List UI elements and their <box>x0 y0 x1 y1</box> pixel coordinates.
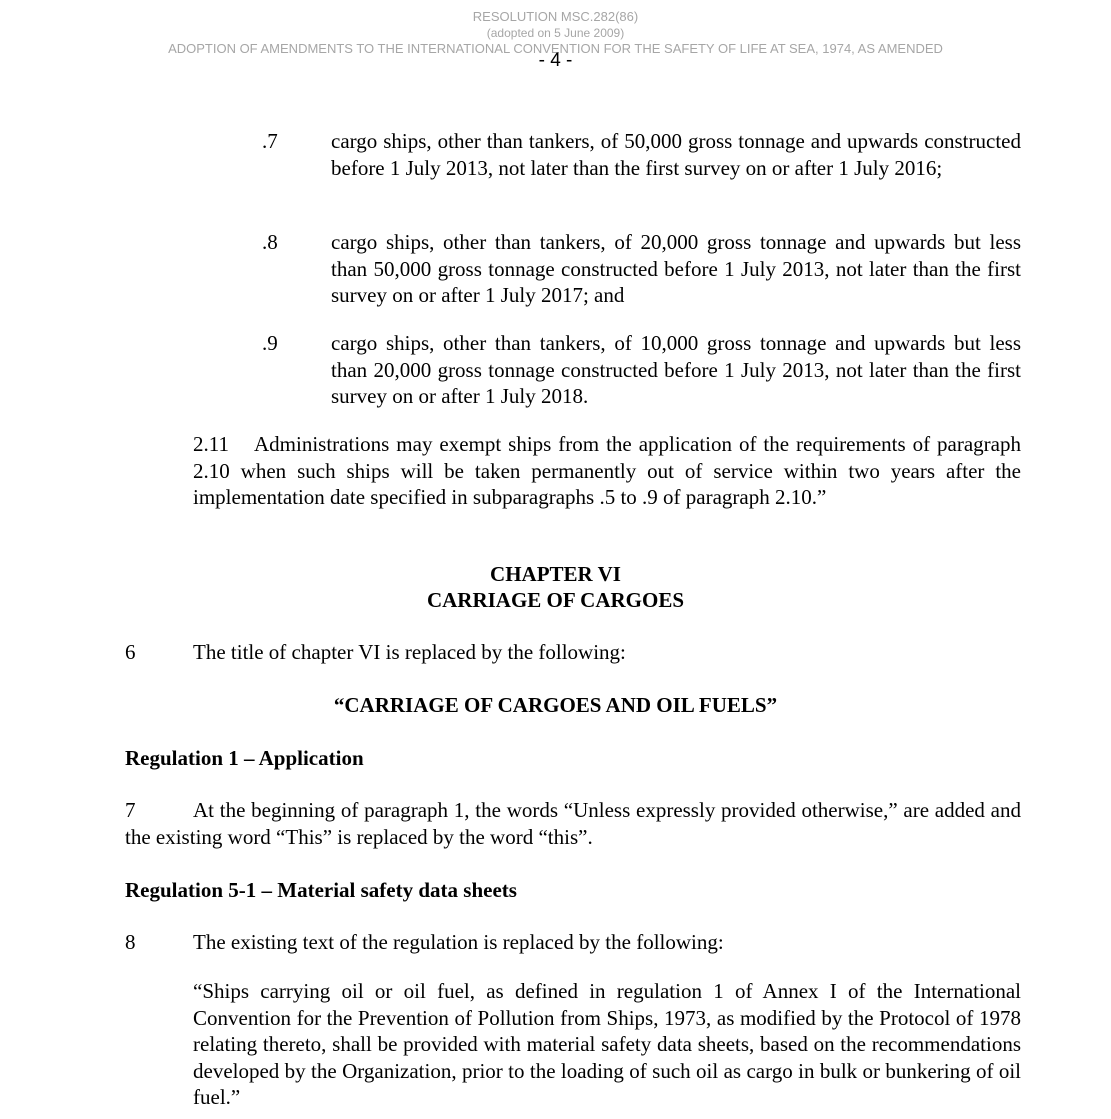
item-number: .9 <box>262 331 278 355</box>
paragraph-number: 6 <box>125 640 136 664</box>
paragraph-text: Administrations may exempt ships from the application of the requirements of paragraph 2.10 when such ships will be taken permanently out of service within two years after the implementation date specified in subparagraphs .5 to .9 of paragraph 2.10.” <box>193 432 1021 509</box>
item-text: cargo ships, other than tankers, of 50,000 gross tonnage and upwards constructed before 1 July 2013, not later than the first survey on or after 1 July 2016; <box>331 129 1021 180</box>
regulation-heading: Regulation 1 – Application <box>125 746 364 770</box>
paragraph-number: 7 <box>125 798 136 822</box>
item-text: cargo ships, other than tankers, of 20,000 gross tonnage and upwards but less than 50,000 gross tonnage constructed before 1 July 2013, not later than the first survey on or after 1 July 2017; and <box>331 230 1021 307</box>
resolution-title: ADOPTION OF AMENDMENTS TO THE INTERNATIONAL CONVENTION FOR THE SAFETY OF LIFE AT SEA, 1974, AS AMENDED <box>168 41 943 56</box>
item-number: .7 <box>262 129 278 153</box>
quoted-regulation-text: “Ships carrying oil or oil fuel, as defined in regulation 1 of Annex I of the International Convention for the Prevention of Pollution from Ships, 1973, as modified by the Protocol of 1978 relating thereto, shall be provided with material safety data sheets, based on the recommendations developed by the Organization, prior to the loading of such oil as cargo in bulk or bunkering of oil fuel.” <box>193 979 1021 1109</box>
regulation-heading: Regulation 5-1 – Material safety data sheets <box>125 878 517 902</box>
new-chapter-title: “CARRIAGE OF CARGOES AND OIL FUELS” <box>333 693 778 717</box>
paragraph-text: At the beginning of paragraph 1, the words “Unless expressly provided otherwise,” are added and the existing word “This” is replaced by the word “this”. <box>125 798 1021 849</box>
chapter-title: CARRIAGE OF CARGOES <box>426 588 685 612</box>
page-number: - 4 - <box>538 50 573 71</box>
adoption-date: (adopted on 5 June 2009) <box>486 26 625 40</box>
item-text: cargo ships, other than tankers, of 10,000 gross tonnage and upwards but less than 20,000 gross tonnage constructed before 1 July 2013, not later than the first survey on or after 1 July 2018. <box>331 331 1021 408</box>
paragraph-text: The title of chapter VI is replaced by the following: <box>193 640 626 664</box>
paragraph-number: 8 <box>125 930 136 954</box>
paragraph-2-11 <box>193 431 1021 511</box>
paragraph-text: The existing text of the regulation is replaced by the following: <box>193 930 724 954</box>
chapter-number: CHAPTER VI <box>490 562 621 586</box>
item-number: .8 <box>262 230 278 254</box>
resolution-number: RESOLUTION MSC.282(86) <box>472 9 639 24</box>
paragraph-7 <box>125 797 1021 850</box>
paragraph-number: 2.11 <box>193 432 229 456</box>
